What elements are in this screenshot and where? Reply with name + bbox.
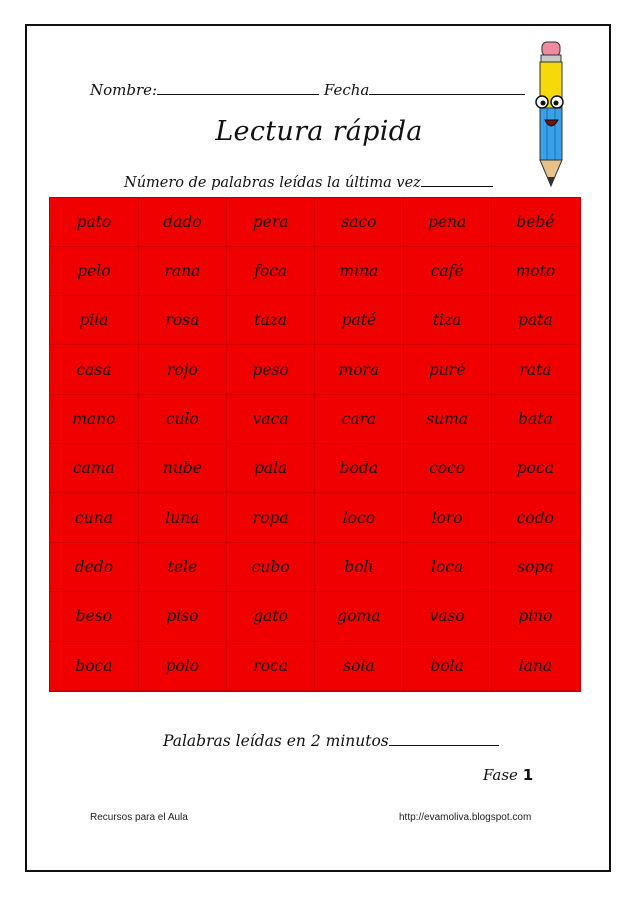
word-cell: bebé bbox=[491, 198, 579, 246]
word-cell: cara bbox=[315, 394, 403, 443]
word-cell: taza bbox=[227, 295, 315, 344]
name-date-line bbox=[90, 80, 525, 99]
word-cell: pelo bbox=[50, 246, 138, 295]
word-cell: loco bbox=[315, 493, 403, 542]
word-cell: rojo bbox=[138, 345, 226, 394]
page-title: Lectura rápida bbox=[215, 116, 423, 147]
word-cell: suma bbox=[403, 394, 491, 443]
word-cell: mina bbox=[315, 246, 403, 295]
word-cell: nube bbox=[138, 444, 226, 493]
word-cell: cubo bbox=[227, 542, 315, 591]
word-cell: cama bbox=[50, 444, 138, 493]
leidas-label: Palabras leídas en 2 minutos bbox=[163, 732, 389, 750]
word-cell: foca bbox=[227, 246, 315, 295]
word-cell: mora bbox=[315, 345, 403, 394]
last-time-line bbox=[124, 172, 493, 191]
footer-left: Recursos para el Aula bbox=[90, 812, 188, 823]
word-cell: peso bbox=[227, 345, 315, 394]
word-cell: rata bbox=[491, 345, 579, 394]
nombre-blank[interactable] bbox=[157, 80, 319, 95]
word-cell: rana bbox=[138, 246, 226, 295]
phase-label bbox=[483, 766, 533, 784]
word-cell: bola bbox=[403, 641, 491, 690]
word-cell: goma bbox=[315, 592, 403, 641]
word-cell: beso bbox=[50, 592, 138, 641]
word-cell: saco bbox=[315, 198, 403, 246]
word-cell: loro bbox=[403, 493, 491, 542]
word-cell: casa bbox=[50, 345, 138, 394]
word-cell: tiza bbox=[403, 295, 491, 344]
word-row bbox=[50, 295, 580, 344]
word-cell: coco bbox=[403, 444, 491, 493]
word-row bbox=[50, 345, 580, 394]
word-cell: sopa bbox=[491, 542, 579, 591]
word-cell: boca bbox=[50, 641, 138, 690]
word-cell: paté bbox=[315, 295, 403, 344]
word-cell: pala bbox=[227, 444, 315, 493]
word-cell: boli bbox=[315, 542, 403, 591]
word-cell: rosa bbox=[138, 295, 226, 344]
word-cell: boda bbox=[315, 444, 403, 493]
word-cell: pino bbox=[491, 592, 579, 641]
word-cell: vaso bbox=[403, 592, 491, 641]
word-cell: gato bbox=[227, 592, 315, 641]
word-cell: pato bbox=[50, 198, 138, 246]
ultima-blank[interactable] bbox=[421, 172, 493, 187]
word-row bbox=[50, 394, 580, 443]
word-cell: tele bbox=[138, 542, 226, 591]
word-cell: pata bbox=[491, 295, 579, 344]
word-cell: ropa bbox=[227, 493, 315, 542]
word-cell: piso bbox=[138, 592, 226, 641]
word-cell: puré bbox=[403, 345, 491, 394]
two-minutes-line bbox=[163, 731, 499, 750]
word-cell: bata bbox=[491, 394, 579, 443]
word-row bbox=[50, 246, 580, 295]
word-row bbox=[50, 592, 580, 641]
leidas-blank[interactable] bbox=[389, 731, 499, 746]
word-cell: luna bbox=[138, 493, 226, 542]
word-row bbox=[50, 198, 580, 246]
word-grid bbox=[49, 197, 581, 692]
fecha-blank[interactable] bbox=[369, 80, 525, 95]
word-cell: moto bbox=[491, 246, 579, 295]
word-cell: loca bbox=[403, 542, 491, 591]
word-cell: dedo bbox=[50, 542, 138, 591]
word-row bbox=[50, 493, 580, 542]
footer-right: http://evamoliva.blogspot.com bbox=[399, 812, 532, 823]
word-cell: roca bbox=[227, 641, 315, 690]
word-cell: cuna bbox=[50, 493, 138, 542]
word-row bbox=[50, 444, 580, 493]
word-cell: dado bbox=[138, 198, 226, 246]
fecha-label: Fecha bbox=[323, 81, 370, 99]
word-cell: polo bbox=[138, 641, 226, 690]
word-cell: pila bbox=[50, 295, 138, 344]
fase-number: 1 bbox=[522, 766, 534, 784]
word-cell: pera bbox=[227, 198, 315, 246]
word-cell: café bbox=[403, 246, 491, 295]
word-cell: vaca bbox=[227, 394, 315, 443]
word-cell: pena bbox=[403, 198, 491, 246]
word-cell: mano bbox=[50, 394, 138, 443]
word-cell: codo bbox=[491, 493, 579, 542]
word-cell: poca bbox=[491, 444, 579, 493]
fase-text: Fase bbox=[483, 766, 518, 784]
nombre-label: Nombre: bbox=[90, 81, 158, 99]
word-cell: lana bbox=[491, 641, 579, 690]
word-cell: culo bbox=[138, 394, 226, 443]
word-cell: sola bbox=[315, 641, 403, 690]
word-row bbox=[50, 641, 580, 690]
word-row bbox=[50, 542, 580, 591]
pencil-mascot-icon bbox=[530, 40, 570, 190]
ultima-label: Número de palabras leídas la última vez bbox=[124, 175, 421, 191]
